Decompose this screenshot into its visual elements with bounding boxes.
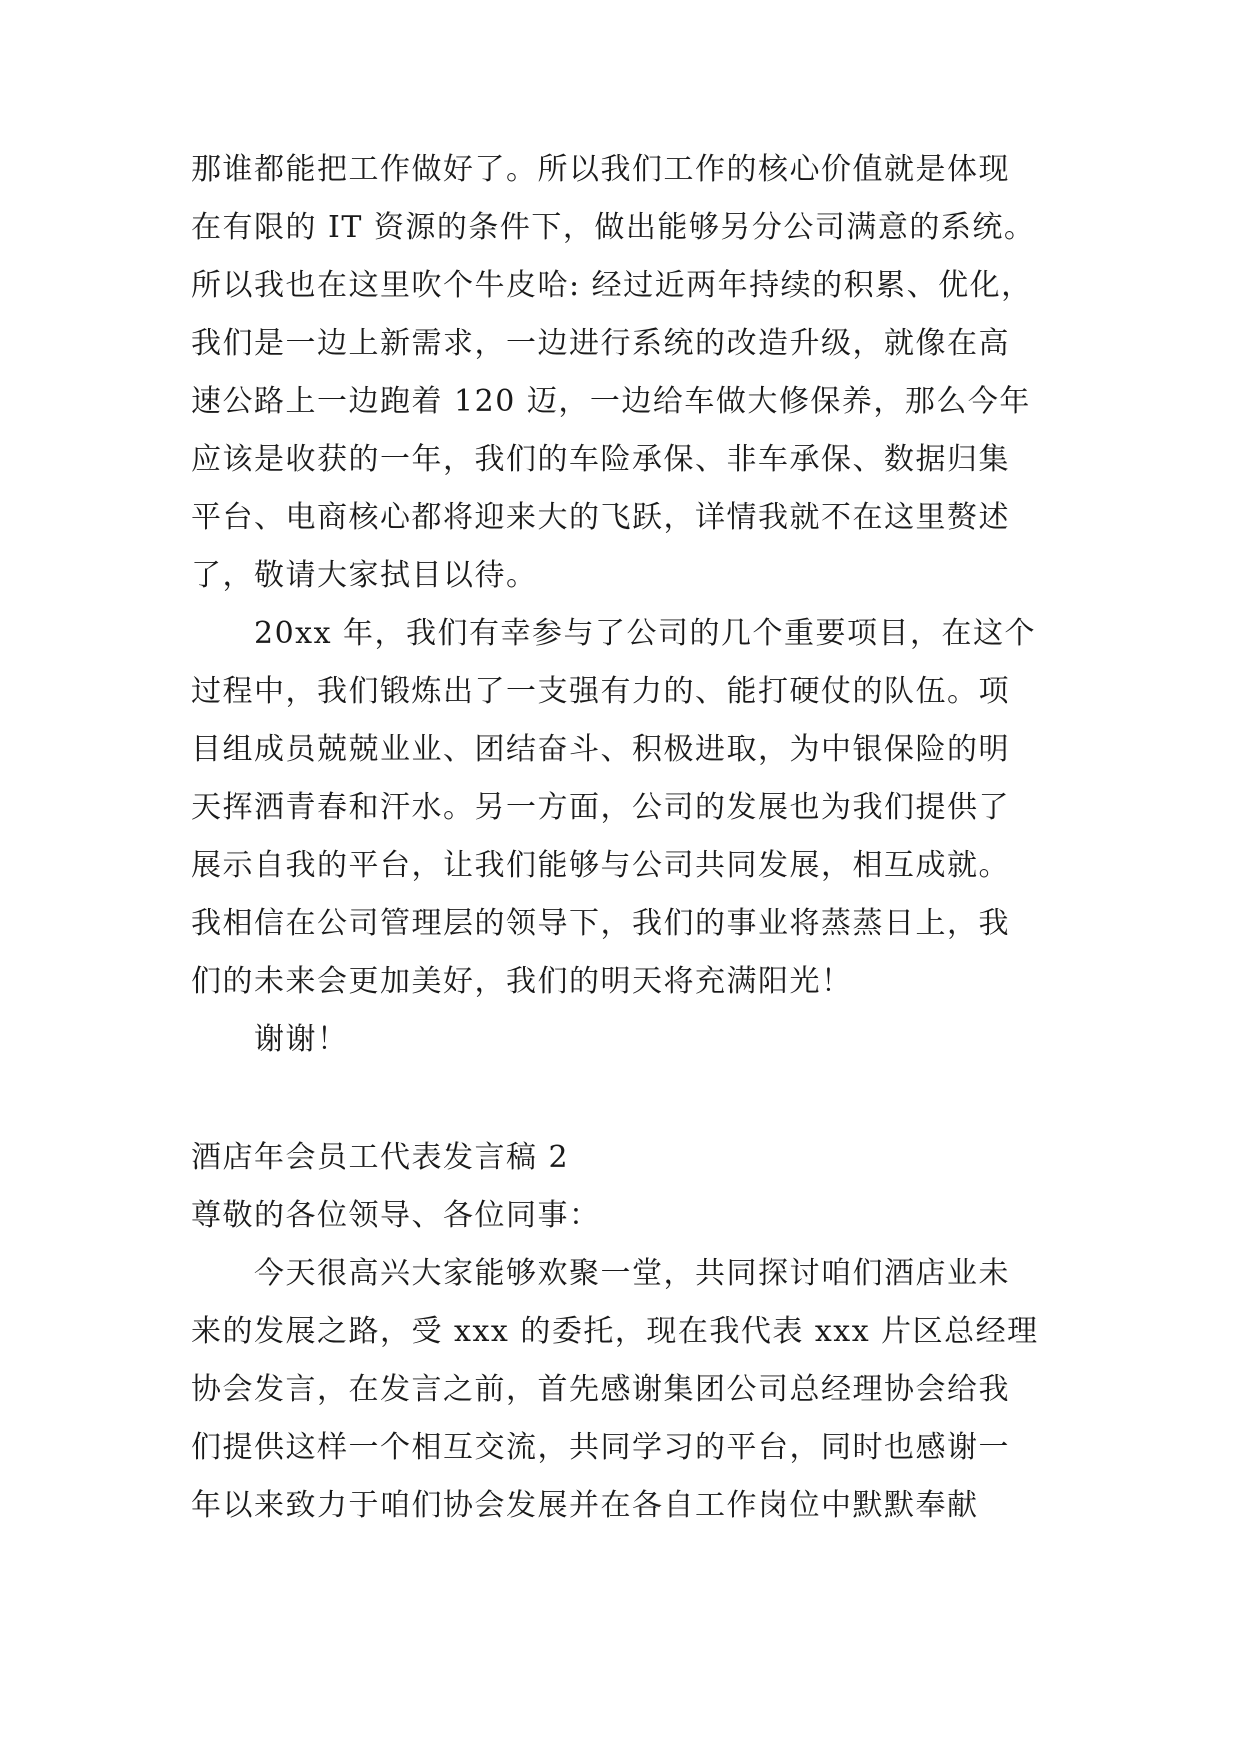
paragraph-3-line-1: 今天很高兴大家能够欢聚一堂，共同探讨咱们酒店业未 xyxy=(254,1256,1010,1291)
paragraph-1-line-3: 所以我也在这里吹个牛皮哈: 经过近两年持续的积累、优化， xyxy=(191,268,1033,303)
section-title: 酒店年会员工代表发言稿 2 xyxy=(191,1140,570,1175)
salutation: 尊敬的各位领导、各位同事： xyxy=(191,1198,601,1233)
paragraph-1-line-4: 我们是一边上新需求，一边进行系统的改造升级，就像在高 xyxy=(191,326,1010,361)
paragraph-1-line-5: 速公路上一边跑着 120 迈，一边给车做大修保养，那么今年 xyxy=(191,384,1031,419)
paragraph-2-line-1: 20xx 年，我们有幸参与了公司的几个重要项目，在这个 xyxy=(254,616,1037,651)
paragraph-2-line-4: 天挥洒青春和汗水。另一方面，公司的发展也为我们提供了 xyxy=(191,790,1010,825)
paragraph-2-line-2: 过程中，我们锻炼出了一支强有力的、能打硬仗的队伍。项 xyxy=(191,674,1010,709)
closing-thanks: 谢谢！ xyxy=(254,1022,349,1057)
paragraph-2-line-3: 目组成员兢兢业业、团结奋斗、积极进取，为中银保险的明 xyxy=(191,732,1010,767)
paragraph-1-line-2: 在有限的 IT 资源的条件下，做出能够另分公司满意的系统。 xyxy=(191,210,1036,245)
paragraph-2-line-7: 们的未来会更加美好，我们的明天将充满阳光！ xyxy=(191,964,853,999)
paragraph-1-line-7: 平台、电商核心都将迎来大的飞跃，详情我就不在这里赘述 xyxy=(191,500,1010,535)
paragraph-3-line-2: 来的发展之路，受 xxx 的委托，现在我代表 xxx 片区总经理 xyxy=(191,1314,1039,1349)
paragraph-1-line-6: 应该是收获的一年，我们的车险承保、非车承保、数据归集 xyxy=(191,442,1010,477)
paragraph-3-line-3: 协会发言，在发言之前，首先感谢集团公司总经理协会给我 xyxy=(191,1372,1010,1407)
paragraph-3-line-4: 们提供这样一个相互交流，共同学习的平台，同时也感谢一 xyxy=(191,1430,1010,1465)
paragraph-3-line-5: 年以来致力于咱们协会发展并在各自工作岗位中默默奉献 xyxy=(191,1488,979,1523)
paragraph-2-line-5: 展示自我的平台，让我们能够与公司共同发展，相互成就。 xyxy=(191,848,1010,883)
paragraph-1-line-1: 那谁都能把工作做好了。所以我们工作的核心价值就是体现 xyxy=(191,152,1010,187)
paragraph-2-line-6: 我相信在公司管理层的领导下，我们的事业将蒸蒸日上，我 xyxy=(191,906,1010,941)
paragraph-1-line-8: 了，敬请大家拭目以待。 xyxy=(191,558,538,593)
